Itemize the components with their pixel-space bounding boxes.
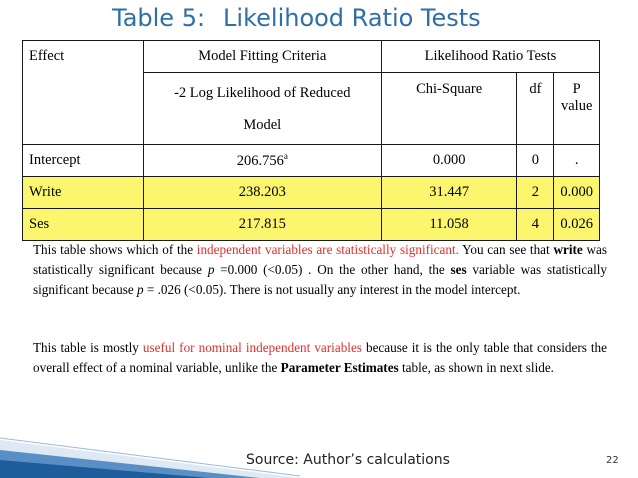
row-df: 2	[517, 177, 554, 209]
red-emphasis: useful for nominal independent variables	[142, 340, 362, 355]
row-neg2ll: 217.815	[143, 209, 381, 241]
italic-p: p	[137, 282, 144, 297]
row-pvalue: 0.000	[554, 177, 600, 209]
title-main: Likelihood Ratio Tests	[223, 4, 481, 32]
header-effect: Effect	[23, 41, 144, 73]
bold-term: write	[553, 242, 583, 257]
table-row-highlighted	[23, 209, 600, 241]
explanation-paragraph-1	[33, 240, 607, 300]
table-header-row	[23, 41, 600, 73]
row-neg2ll-value: 206.756	[236, 152, 284, 169]
title-prefix: Table 5:	[112, 4, 206, 32]
header-chisq: Chi-Square	[381, 73, 517, 145]
row-pvalue: .	[554, 145, 600, 177]
page-number: 22	[606, 455, 619, 466]
slide-title	[112, 4, 532, 38]
explanation-paragraph-2	[33, 338, 607, 378]
row-df: 4	[517, 209, 554, 241]
row-effect: Ses	[23, 209, 144, 241]
text-run: because it is the only table that considers the overall effect of a nominal variable, unlike the	[33, 340, 608, 375]
text-run: This table is mostly	[33, 340, 143, 355]
header-effect-blank	[23, 73, 144, 145]
likelihood-ratio-table	[22, 40, 600, 241]
header-lrt: Likelihood Ratio Tests	[381, 41, 599, 73]
row-chisq: 0.000	[381, 145, 517, 177]
table-row	[23, 145, 600, 177]
footnote-marker: a	[283, 151, 288, 162]
row-pvalue: 0.026	[554, 209, 600, 241]
text-run: =0.000 (<0.05) . On the other hand, the	[214, 262, 451, 277]
header-neg2ll-line2: Model	[243, 116, 282, 133]
bold-term: ses	[450, 262, 467, 277]
italic-p: p	[207, 262, 215, 277]
source-note: Source: Author’s calculations	[246, 452, 450, 468]
row-chisq: 31.447	[381, 177, 517, 209]
row-effect: Intercept	[23, 145, 144, 177]
text-run: = .026 (<0.05). There is not usually any interest in the model intercept.	[143, 282, 521, 297]
header-neg2ll	[143, 73, 381, 145]
row-df: 0	[517, 145, 554, 177]
header-pvalue: P value	[554, 73, 600, 145]
header-model-fitting: Model Fitting Criteria	[143, 41, 381, 73]
red-emphasis: independent variables are statistically significant.	[196, 242, 459, 257]
text-run: was statistically significant because	[33, 242, 607, 277]
bold-term: Parameter Estimates	[280, 360, 399, 375]
header-neg2ll-line1: -2 Log Likelihood of Reduced	[174, 84, 351, 101]
text-run: table, as shown in next slide.	[398, 360, 554, 375]
header-df: df	[517, 73, 554, 145]
table-subheader-row	[23, 73, 600, 145]
table-row-highlighted	[23, 177, 600, 209]
row-neg2ll	[143, 145, 381, 177]
text-run: This table shows which of the	[33, 242, 197, 257]
row-neg2ll: 238.203	[143, 177, 381, 209]
row-chisq: 11.058	[381, 209, 517, 241]
text-run: variable was statistically significant because	[33, 262, 608, 297]
row-effect: Write	[23, 177, 144, 209]
text-run: You can see that	[458, 242, 554, 257]
